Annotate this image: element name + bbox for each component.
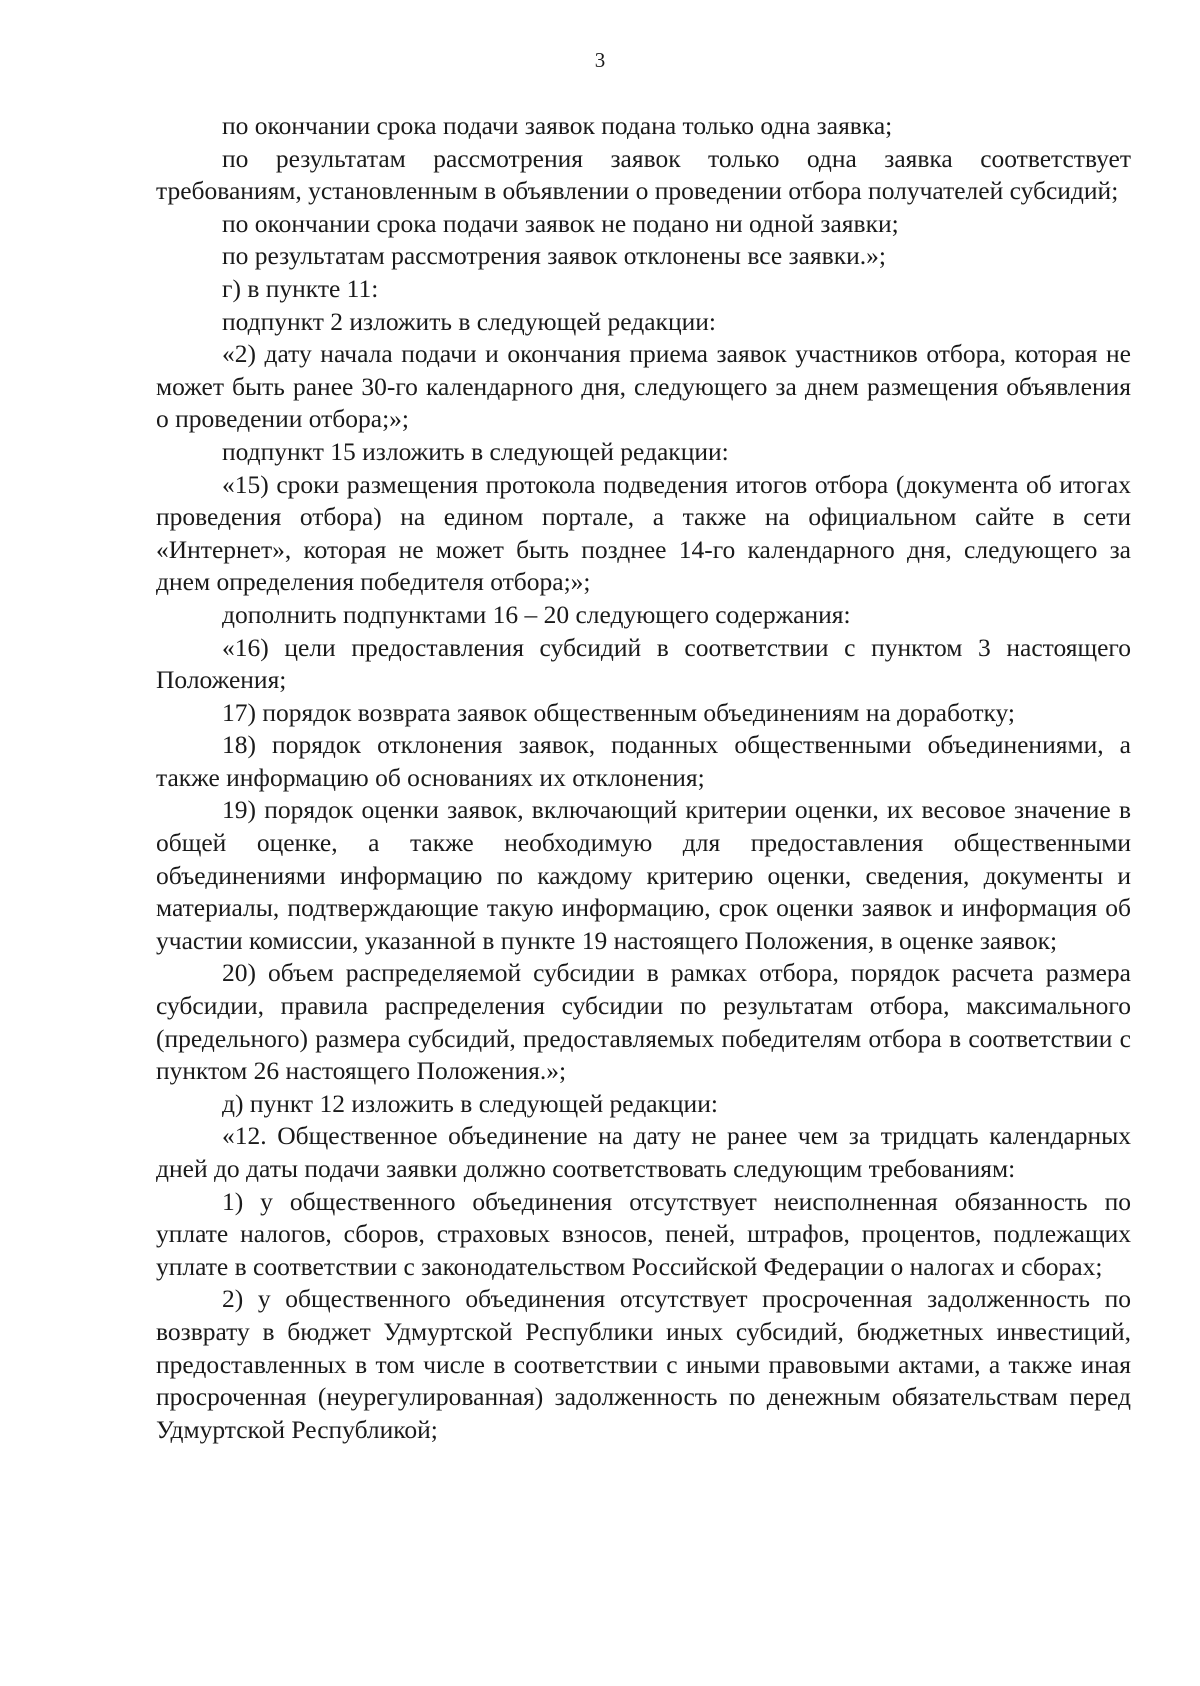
paragraph-5: г) в пункте 11: [222,273,379,303]
paragraph-4: по результатам рассмотрения заявок отклонены все заявки.»; [222,241,886,271]
paragraph-19: 2) у общественного объединения отсутствует просроченная задолженность по возврату в бюджет Удмуртской Республики иных субсидий, бюджетных инвестиций, предоставленных в том числе в соответствии с иными правовыми актами, а также иная просроченная (неурегулированная) задолженность по денежным обязательствам перед Удмуртской Республикой; [156,1284,1131,1444]
paragraph-10: дополнить подпунктами 16 – 20 следующего содержания: [222,599,851,629]
paragraph-8: подпункт 15 изложить в следующей редакции: [222,436,729,466]
paragraph-16: д) пункт 12 изложить в следующей редакции: [222,1088,718,1118]
paragraph-13: 18) порядок отклонения заявок, поданных общественными объединениями, а также информацию об основаниях их отклонения; [156,730,1131,792]
paragraph-3: по окончании срока подачи заявок не подано ни одной заявки; [222,208,899,238]
paragraph-2: по результатам рассмотрения заявок только одна заявка соответствует требованиям, установленным в объявлении о проведении отбора получателей субсидий; [156,143,1131,206]
paragraph-6: подпункт 2 изложить в следующей редакции: [222,306,716,336]
paragraph-14: 19) порядок оценки заявок, включающий критерии оценки, их весовое значение в общей оценке, а также необходимую для предоставления общественными объединениями информацию по каждому критерию оценки, сведения, документы и материалы, подтверждающие такую информацию, срок оценки заявок и информация об участии комиссии, указанной в пункте 19 настоящего Положения, в оценке заявок; [156,795,1131,955]
paragraph-17: «12. Общественное объединение на дату не ранее чем за тридцать календарных дней до даты подачи заявки должно соответствовать следующим требованиям: [156,1121,1131,1183]
document-body [156,110,1131,1446]
paragraph-12: 17) порядок возврата заявок общественным объединениям на доработку; [222,697,1016,727]
paragraph-18: 1) у общественного объединения отсутствует неисполненная обязанность по уплате налогов, сборов, страховых взносов, пеней, штрафов, процентов, подлежащих уплате в соответствии с законодательством Российской Федерации о налогах и сборах; [156,1186,1131,1281]
paragraph-11: «16) цели предоставления субсидий в соответствии с пунктом 3 настоящего Положения; [156,632,1131,695]
paragraph-7: «2) дату начала подачи и окончания приема заявок участников отбора, которая не может быть ранее 30-го календарного дня, следующего за днем размещения объявления о проведении отбора;»; [156,339,1131,434]
paragraph-9: «15) сроки размещения протокола подведения итогов отбора (документа об итогах проведения отбора) на едином портале, а также на официальном сайте в сети «Интернет», которая не может быть позднее 14-го календарного дня, следующего за днем определения победителя отбора;»; [156,469,1131,597]
paragraph-15: 20) объем распределяемой субсидии в рамках отбора, порядок расчета размера субсидии, правила распределения субсидии по результатам отбора, максимального (предельного) размера субсидий, предоставляемых победителям отбора в соответствии с пунктом 26 настоящего Положения.»; [156,958,1131,1086]
page-number: 3 [594,48,606,72]
paragraph-1: по окончании срока подачи заявок подана только одна заявка; [222,111,893,140]
